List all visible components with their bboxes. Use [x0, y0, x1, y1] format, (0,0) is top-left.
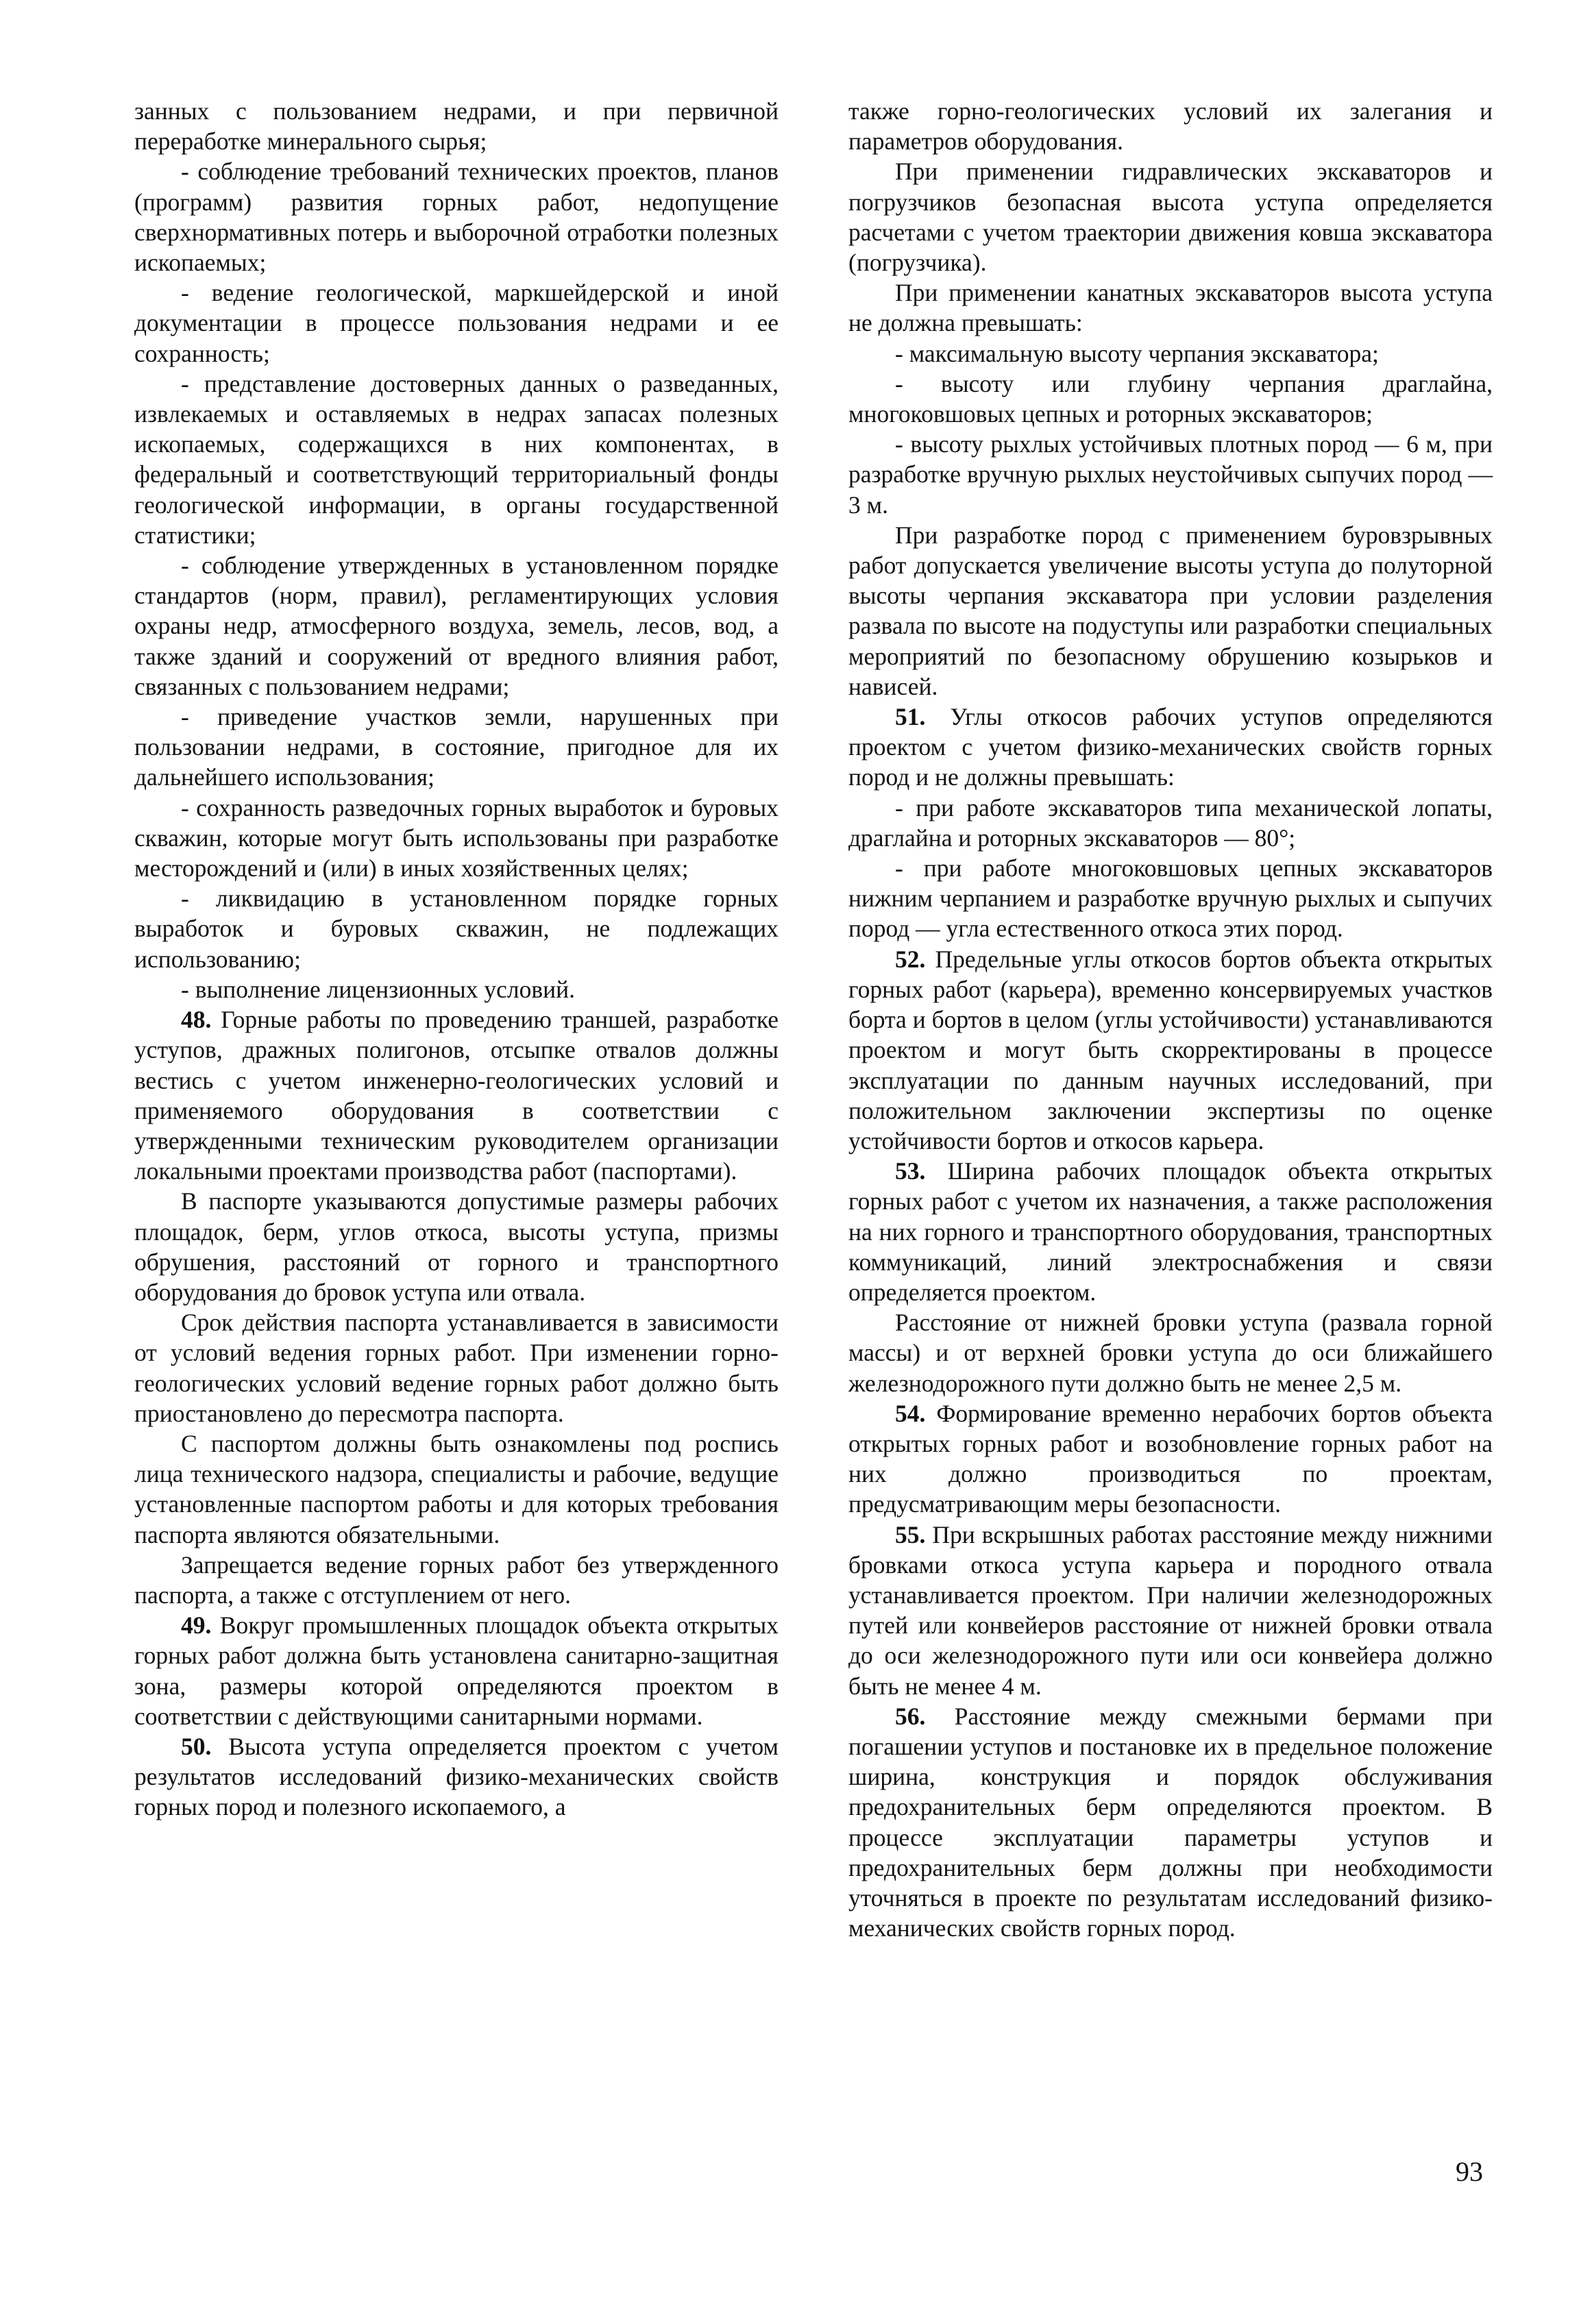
paragraph	[848, 369, 1493, 429]
paragraph-text: - сохранность разведочных горных выработок и буровых скважин, которые могут быть использованы при разработке месторождений и (или) в иных хозяйственных целях;	[134, 793, 779, 882]
paragraph-text: С паспортом должны быть ознакомлены под роспись лица технического надзора, специалисты и рабочие, ведущие установленные паспортом работы и для которых требования паспорта являются обязательными.	[134, 1429, 779, 1548]
paragraph-text: - соблюдение утвержденных в установленном порядке стандартов (норм, правил), регламентирующих условия охраны недр, атмосферного воздуха, земель, лесов, вод, а также зданий и сооружений от вредного влияния работ, связанных с пользованием недрами;	[134, 552, 779, 700]
paragraph	[134, 277, 779, 369]
paragraph-text: - высоту рыхлых устойчивых плотных пород — 6 м, при разработке вручную рыхлых неустойчивых сыпучих пород — 3 м.	[848, 430, 1493, 519]
numbered-paragraph	[848, 1701, 1493, 1944]
paragraph	[848, 853, 1493, 944]
paragraph-text: - соблюдение требований технических проектов, планов (программ) развития горных работ, недопущение сверхнормативных потерь и выборочной отработки полезных ископаемых;	[134, 158, 779, 277]
numbered-paragraph	[134, 1731, 779, 1822]
paragraph	[848, 277, 1493, 338]
paragraph	[134, 1550, 779, 1610]
paragraph-number: 56.	[895, 1702, 926, 1730]
paragraph-number: 54.	[895, 1399, 926, 1427]
paragraph-text: Срок действия паспорта устанавливается в зависимости от условий ведения горных работ. При изменении горно-геологических условий ведение горных работ должно быть приостановлено до пересмотра паспорта.	[134, 1309, 779, 1427]
paragraph	[848, 520, 1493, 702]
paragraph	[134, 1429, 779, 1550]
page-number: 93	[1456, 2156, 1483, 2187]
paragraph-text: - выполнение лицензионных условий.	[181, 975, 576, 1003]
paragraph	[134, 156, 779, 277]
paragraph-number: 53.	[895, 1157, 926, 1185]
paragraph	[134, 96, 779, 156]
paragraph	[848, 429, 1493, 520]
paragraph-number: 51.	[895, 703, 926, 731]
paragraph-text: - высоту или глубину черпания драглайна, многоковшовых цепных и роторных экскаваторов;	[848, 369, 1493, 428]
paragraph	[134, 550, 779, 702]
paragraph	[134, 702, 779, 793]
paragraph-text: При применении канатных экскаваторов высота уступа не должна превышать:	[848, 279, 1493, 337]
paragraph	[134, 369, 779, 550]
paragraph-text: Расстояние между смежными бермами при погашении уступов и постановке их в предельное положение ширина, конструкция и порядок обслуживания предохранительных берм определяются проектом. В процессе эксплуатации параметры уступов и предохранительных берм должны при необходимости уточняться в проекте по результатам исследований физико-механических свойств горных пород.	[848, 1702, 1493, 1942]
numbered-paragraph	[848, 702, 1493, 793]
paragraph-text: - при работе многоковшовых цепных экскаваторов нижним черпанием и разработке вручную рыхлых и сыпучих пород — угла естественного откоса этих пород.	[848, 854, 1493, 943]
left-column	[134, 96, 779, 1822]
paragraph-text: Вокруг промышленных площадок объекта открытых горных работ должна быть установлена санитарно-защитная зона, размеры которой определяются проектом в соответствии с действующими санитарными нормами.	[134, 1611, 779, 1730]
paragraph	[848, 338, 1493, 369]
paragraph	[848, 1307, 1493, 1398]
paragraph	[134, 974, 779, 1004]
paragraph-text: Ширина рабочих площадок объекта открытых горных работ с учетом их назначения, а также расположения на них горного и транспортного оборудования, транспортных коммуникаций, линий электроснабжения и связи определяется проектом.	[848, 1157, 1493, 1306]
paragraph-text: также горно-геологических условий их залегания и параметров оборудования.	[848, 97, 1493, 156]
paragraph	[134, 883, 779, 974]
paragraph-number: 48.	[181, 1006, 212, 1034]
paragraph-text: Предельные углы откосов бортов объекта открытых горных работ (карьера), временно консервируемых участков борта и бортов в целом (углы устойчивости) устанавливаются проектом и могут быть скорректированы в процессе эксплуатации по данным научных исследований, при положительном заключении экспертизы по оценке устойчивости бортов и откосов карьера.	[848, 945, 1493, 1154]
paragraph-text: Расстояние от нижней бровки уступа (развала горной массы) и от верхней бровки уступа до оси ближайшего железнодорожного пути должно быть не менее 2,5 м.	[848, 1309, 1493, 1397]
paragraph	[134, 1307, 779, 1429]
paragraph-text: Горные работы по проведению траншей, разработке уступов, дражных полигонов, отсыпке отвалов должны вестись с учетом инженерно-геологических условий и применяемого оборудования в соответствии с утвержденными техническим руководителем организации локальными проектами производства работ (паспортами).	[134, 1006, 779, 1185]
numbered-paragraph	[848, 1156, 1493, 1307]
numbered-paragraph	[848, 1520, 1493, 1701]
paragraph-text: - ведение геологической, маркшейдерской и иной документации в процессе пользования недрами и ее сохранность;	[134, 279, 779, 367]
right-column	[848, 96, 1493, 1943]
paragraph-text: - представление достоверных данных о разведанных, извлекаемых и оставляемых в недрах запасах полезных ископаемых, содержащихся в них компонентах, в федеральный и соответствующий территориальный фонды геологической информации, в органы государственной статистики;	[134, 369, 779, 549]
numbered-paragraph	[848, 944, 1493, 1156]
paragraph-number: 49.	[181, 1611, 212, 1640]
numbered-paragraph	[848, 1398, 1493, 1520]
paragraph-text: - при работе экскаваторов типа механической лопаты, драглайна и роторных экскаваторов — 80°;	[848, 793, 1493, 852]
numbered-paragraph	[134, 1004, 779, 1186]
paragraph-text: При вскрышных работах расстояние между нижними бровками откоса уступа карьера и породного отвала устанавливается проектом. При наличии железнодорожных путей или конвейеров расстояние от нижней бровки отвала до оси железнодорожного пути или оси конвейера должно быть не менее 4 м.	[848, 1520, 1493, 1700]
paragraph-text: - ликвидацию в установленном порядке горных выработок и буровых скважин, не подлежащих использованию;	[134, 885, 779, 973]
paragraph-text: Запрещается ведение горных работ без утвержденного паспорта, а также с отступлением от него.	[134, 1550, 779, 1609]
numbered-paragraph	[134, 1610, 779, 1731]
paragraph-text: Формирование временно нерабочих бортов объекта открытых горных работ и возобновление горных работ на них должно производиться по проектам, предусматривающим меры безопасности.	[848, 1399, 1493, 1518]
paragraph	[848, 96, 1493, 156]
paragraph	[134, 1186, 779, 1307]
paragraph-text: Высота уступа определяется проектом с учетом результатов исследований физико-механических свойств горных пород и полезного ископаемого, а	[134, 1732, 779, 1821]
paragraph-text: Углы откосов рабочих уступов определяются проектом с учетом физико-механических свойств горных пород и не должны превышать:	[848, 703, 1493, 791]
paragraph-number: 55.	[895, 1520, 926, 1548]
paragraph-text: - приведение участков земли, нарушенных при пользовании недрами, в состояние, пригодное для их дальнейшего использования;	[134, 703, 779, 791]
paragraph-text: - максимальную высоту черпания экскаватора;	[895, 339, 1379, 367]
paragraph-text: При разработке пород с применением буровзрывных работ допускается увеличение высоты уступа до полуторной высоты черпания экскаватора при условии разделения развала по высоте на подуступы или разработки специальных мероприятий по безопасному обрушению козырьков и нависей.	[848, 521, 1493, 700]
paragraph-text: В паспорте указываются допустимые размеры рабочих площадок, берм, углов откоса, высоты уступа, призмы обрушения, расстояний от горного и транспортного оборудования до бровок уступа или отвала.	[134, 1187, 779, 1306]
paragraph	[848, 156, 1493, 277]
paragraph-text: При применении гидравлических экскаваторов и погрузчиков безопасная высота уступа определяется расчетами с учетом траектории движения ковша экскаватора (погрузчика).	[848, 158, 1493, 277]
paragraph-number: 50.	[181, 1732, 212, 1760]
paragraph-number: 52.	[895, 945, 926, 973]
paragraph	[134, 793, 779, 884]
paragraph	[848, 793, 1493, 853]
paragraph-text: занных с пользованием недрами, и при первичной переработке минерального сырья;	[134, 97, 779, 156]
